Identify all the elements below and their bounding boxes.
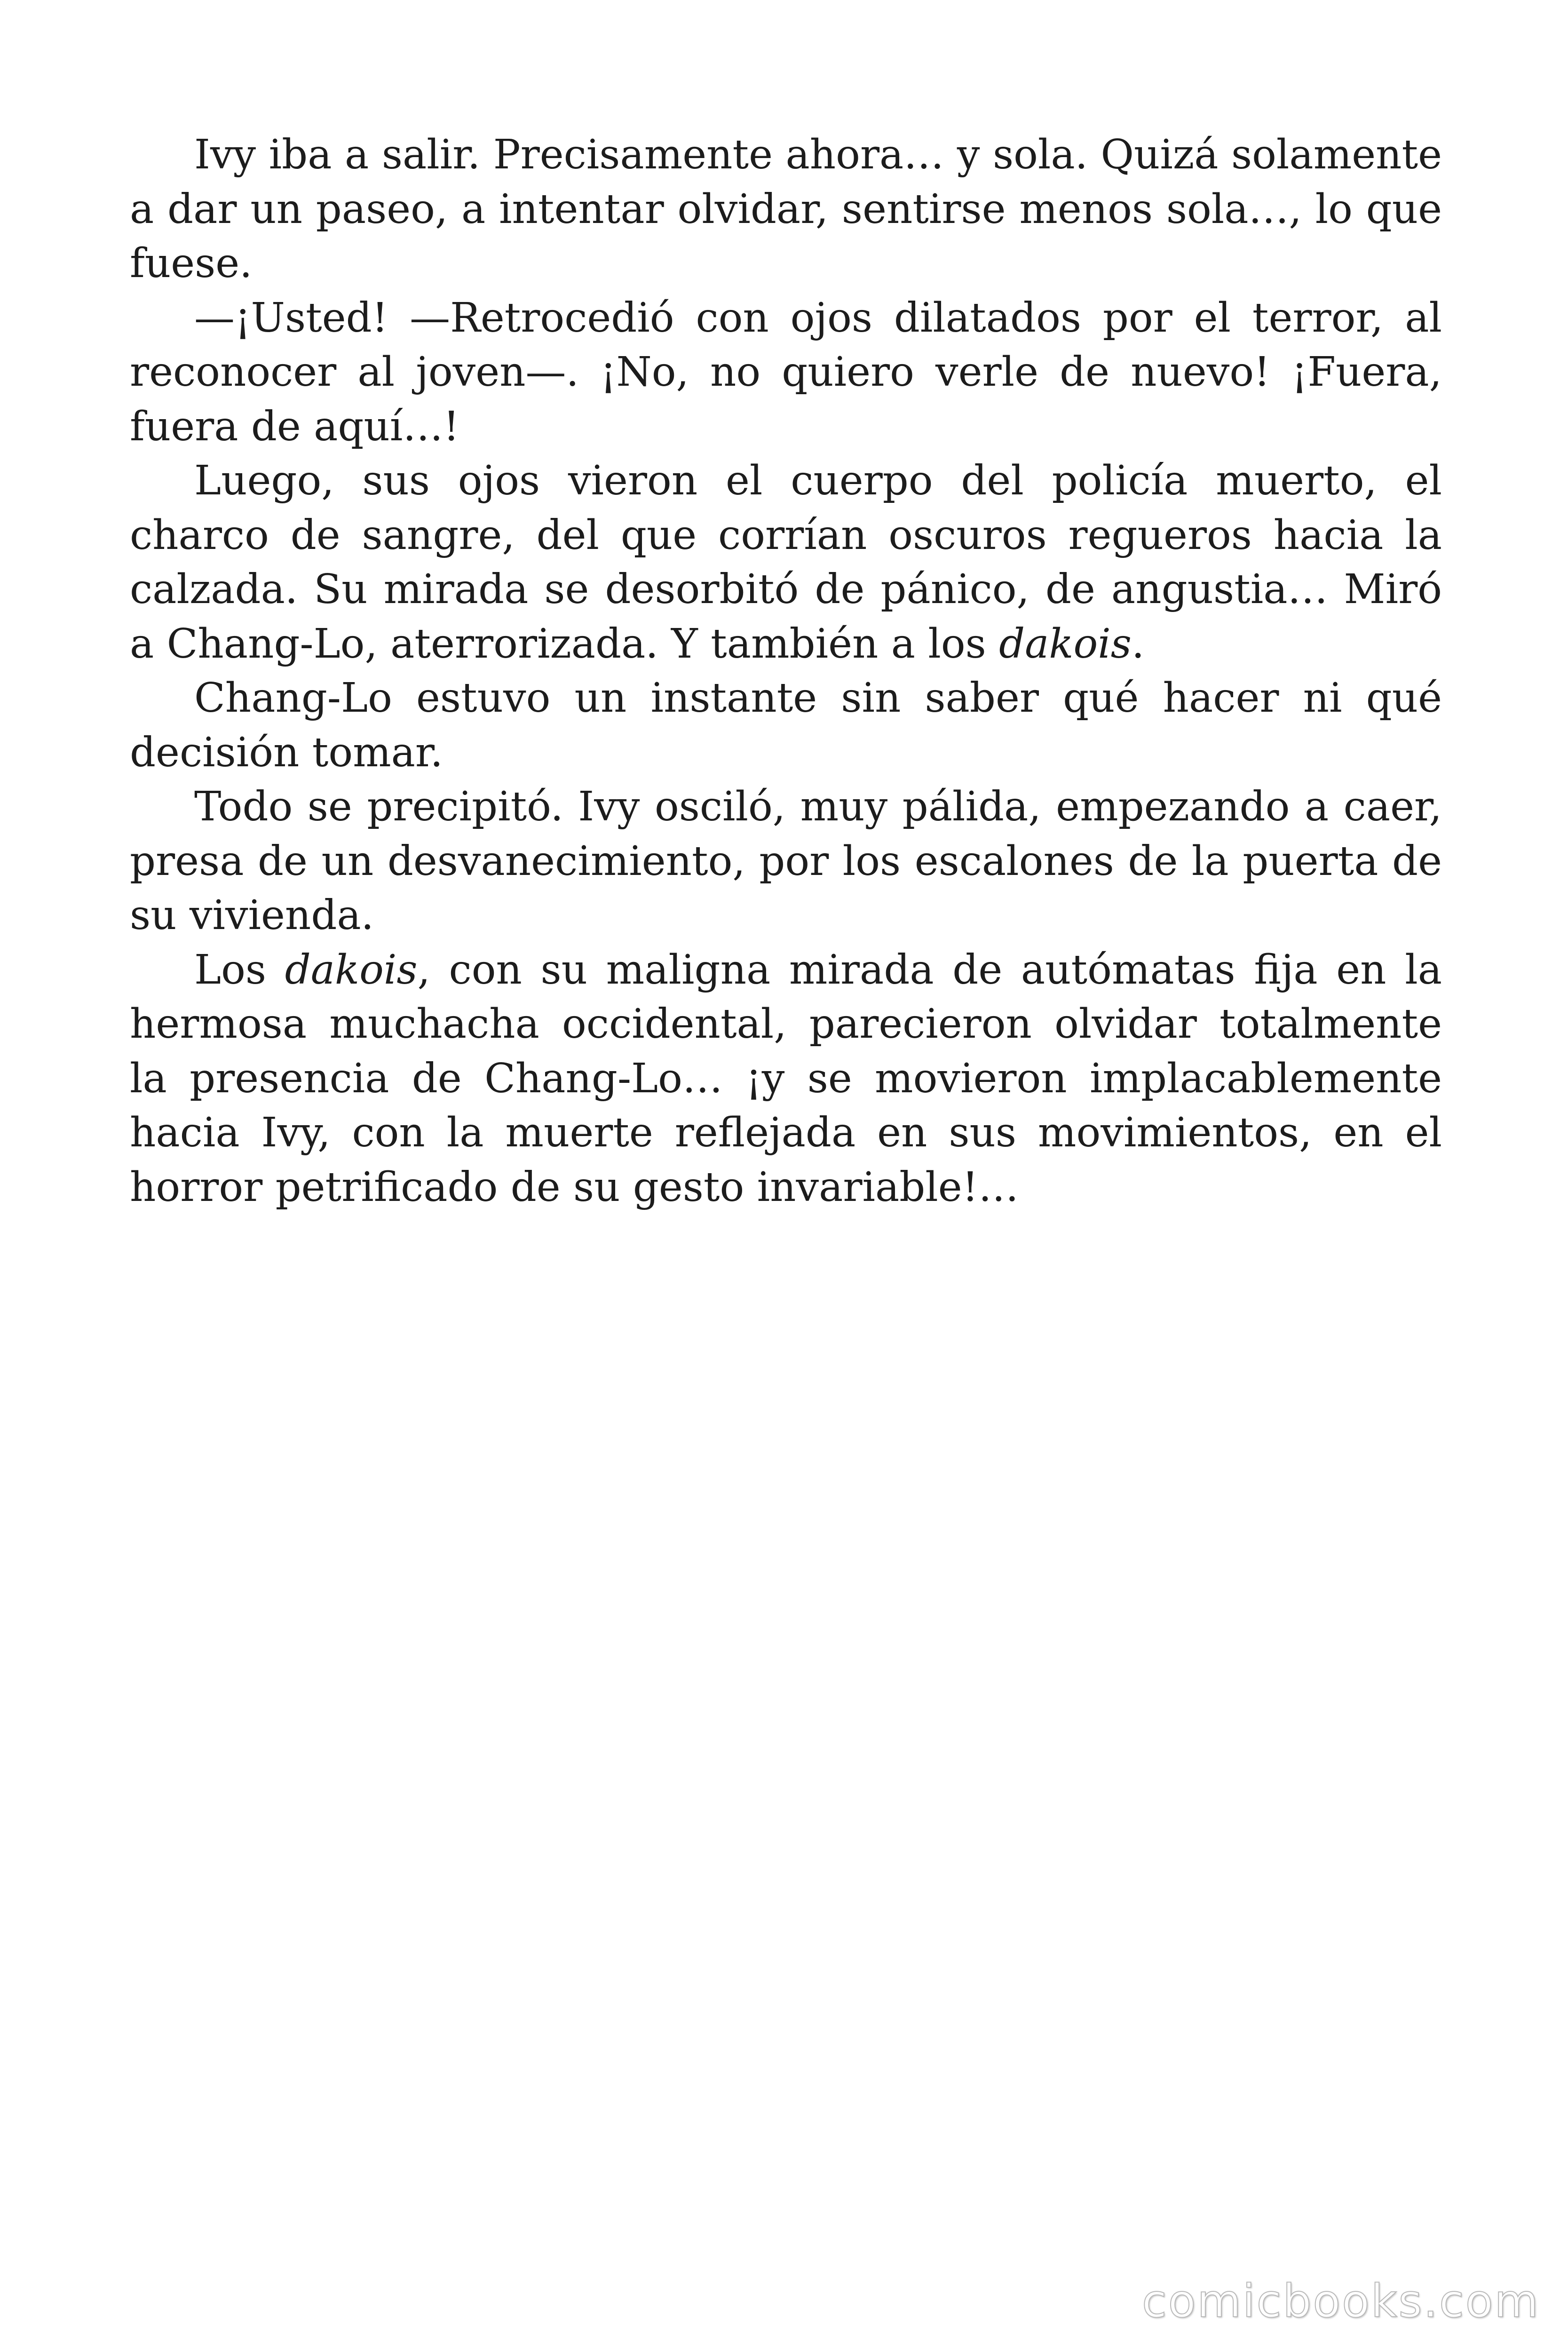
text-segment: . [1131, 620, 1145, 667]
text-segment: Todo se precipitó. Ivy osciló, muy pálida, empezando a caer, presa de un desvanecimiento, por los escalones de la puerta de su vivienda. [130, 783, 1442, 939]
text-segment: Los [194, 946, 285, 993]
text-segment: , con su maligna mirada de autómatas fija en la hermosa muchacha occidental, parecieron olvidar totalmente la presencia de Chang-Lo… ¡y se movieron implacablemente hacia Ivy, con la muerte reflejada en sus movimientos, en el horror petrificado de su gesto invariable!… [130, 946, 1442, 1211]
text-segment: —¡Usted! —Retrocedió con ojos dilatados por el terror, al reconocer al joven—. ¡No, no quiero verle de nuevo! ¡Fuera, fuera de aquí…! [130, 294, 1442, 450]
italic-term: dakois [999, 620, 1132, 667]
italic-term: dakois [285, 946, 418, 993]
paragraph-4 [130, 671, 1442, 780]
text-segment: Ivy iba a salir. Precisamente ahora… y sola. Quizá solamente a dar un paseo, a intentar olvidar, sentirse menos sola…, lo que fuese. [130, 131, 1442, 287]
paragraph-6 [130, 943, 1442, 1215]
paragraph-3 [130, 454, 1442, 671]
paragraph-2 [130, 291, 1442, 454]
text-segment: Chang-Lo estuvo un instante sin saber qué hacer ni qué decisión tomar. [130, 675, 1442, 776]
paragraph-1 [130, 128, 1442, 291]
paragraph-5 [130, 780, 1442, 943]
text-segment: Luego, sus ojos vieron el cuerpo del policía muerto, el charco de sangre, del que corrían oscuros regueros hacia la calzada. Su mirada se desorbitó de pánico, de angustia… Miró a Chang-Lo, aterrorizada. Y también a los [130, 457, 1442, 667]
watermark: comicbooks.com [1141, 2275, 1540, 2328]
body-text [130, 128, 1442, 1215]
